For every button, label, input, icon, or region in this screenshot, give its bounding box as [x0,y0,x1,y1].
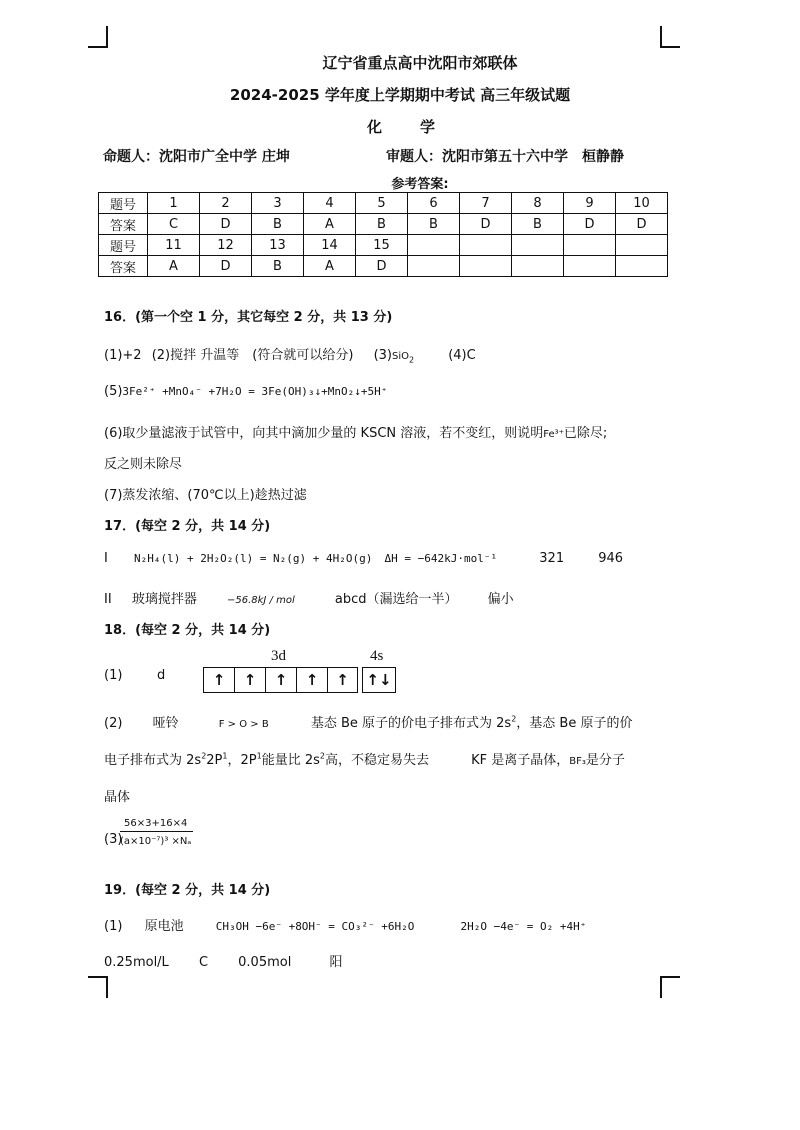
q18-bf3: BF₃ [569,756,586,767]
q18-kf: KF 是离子晶体， [471,753,570,768]
q19-a1-eq2: 2H₂O −4e⁻ = O₂ +4H⁺ [460,920,587,933]
q17-part-i [104,551,623,566]
q18-a1-label: (1) [104,668,123,683]
orbital-box: ↑ [296,667,327,693]
reviewer: 审题人：沈阳市第五十六中学 桓静静 [386,149,624,165]
orbital-4s-box: ↑↓ [362,667,396,693]
q17-part-ii [104,588,514,607]
q18-a3-fraction [120,818,193,847]
q18-l2-p2: 2P [206,753,223,768]
answer-table-cell: B [252,214,304,235]
q16-a4: (4)C [448,348,476,363]
answer-table-cell: D [200,256,252,277]
q18-l2-s4: 2 [319,751,325,761]
q17-i-value1: 321 [539,551,565,566]
subject-title: 化学 [366,118,473,136]
q17-i-equation: N₂H₄(l) + 2H₂O₂(l) = N₂(g) + 4H₂O(g) [133,552,373,565]
q17-i-value2: 946 [598,551,624,566]
q18-a2-shape: 哑铃 [152,716,179,731]
answer-table-cell [408,256,460,277]
answer-table-cell [564,256,616,277]
answer-table-cell [512,235,564,256]
answer-table-cell: D [460,214,512,235]
q18-a3-label: (3) [104,832,123,847]
q18-a2-order: F > O > B [218,719,269,730]
q18-bf3-tail: 是分子 [585,753,625,768]
q17-ii-a2: −56.8kJ / mol [226,595,295,606]
answer-table-cell: 8 [512,193,564,214]
answer-table-cell [616,235,668,256]
q16-line5 [104,384,387,399]
answer-table-cell: A [304,256,356,277]
answer-table-cell: D [616,214,668,235]
q16-line1 [104,344,476,365]
answer-table-cell: D [200,214,252,235]
q18-l2-p3: ，2P [227,753,257,768]
q16-a6-part2: 已除尽; [563,426,608,441]
q18-l2-s1: 2 [201,751,207,761]
q19-line2 [104,951,343,970]
answer-table-cell: 2 [200,193,252,214]
q19-heading: 19．(每空 2 分，共 14 分) [104,883,271,898]
q18-a2-exp-part1: 基态 Be 原子的价电子排布式为 2s [310,716,512,731]
q18-line3 [104,749,625,768]
q18-l2-s3: 1 [256,751,262,761]
q19-a1-label: (1) [104,919,123,934]
answer-table-cell: 1 [148,193,200,214]
answer-table-row-label: 题号 [99,193,148,214]
q19-a1-eq1: CH₃OH −6e⁻ +8OH⁻ = CO₃²⁻ +6H₂O [215,920,415,933]
answer-table-cell: 14 [304,235,356,256]
q18-a3-denominator: (a×10⁻⁷)³ ×Nₐ [120,836,192,847]
q17-heading: 17．(每空 2 分，共 14 分) [104,519,271,534]
q16-a3-sub: 2 [408,355,415,365]
q16-a5-prefix: (5) [104,384,123,399]
answer-table-cell [564,235,616,256]
answer-table-cell: A [148,256,200,277]
q19-line1 [104,915,586,934]
answer-table [98,192,668,277]
q18-a3-numerator: 56×3+16×4 [120,818,193,832]
orbital-box: ↑ [203,667,234,693]
q18-l2-p1: 电子排布式为 2s [104,753,202,768]
answer-table-cell: C [148,214,200,235]
orbital-box: ↑ [327,667,358,693]
exam-title: 2024-2025 学年度上学期期中考试 高三年级试题 [229,86,571,104]
q16-a3-formula: SiO [391,351,409,362]
answer-table-cell: 3 [252,193,304,214]
answer-table-cell [616,256,668,277]
q17-ii-a3: abcd（漏选给一半） [334,592,458,607]
q17-ii-label: II [104,592,112,607]
answer-table-cell: 13 [252,235,304,256]
answer-table-cell: 5 [356,193,408,214]
answer-table-cell: B [512,214,564,235]
crop-mark-top-left [88,26,108,48]
q18-l2-p5: 高，不稳定易失去 [325,753,430,768]
q16-a7: (7)蒸发浓缩、(70℃以上)趁热过滤 [104,488,307,503]
orbital-3d-boxes [203,667,358,693]
answer-table-cell: D [564,214,616,235]
answer-table-row-label: 答案 [99,214,148,235]
q19-v1: 0.25mol/L [104,955,169,970]
crop-mark-top-right [660,26,680,48]
answer-table-cell: 12 [200,235,252,256]
crop-mark-bottom-right [660,976,680,998]
q17-i-label: I [104,551,108,566]
school-title: 辽宁省重点高中沈阳市郊联体 [322,54,518,72]
reference-answer-label: 参考答案: [391,177,449,192]
q19-v4: 阳 [329,955,343,970]
q18-a2-exp-part2: ，基态 Be 原子的价 [516,716,633,731]
answer-table-cell [408,235,460,256]
answer-table-cell: B [356,214,408,235]
answer-table-cell: 7 [460,193,512,214]
orbital-box: ↑ [265,667,296,693]
answer-table-row [99,214,668,235]
q18-l2-p4: 能量比 2s [261,753,320,768]
orbital-3d-label: 3d [271,648,286,664]
authors: 命题人：沈阳市广全中学 庄坤 [103,149,290,165]
answer-table-row [99,193,668,214]
answer-table-cell [460,235,512,256]
answer-table-cell: 15 [356,235,408,256]
q16-a2: (2)搅拌 升温等 (符合就可以给分) [151,348,354,363]
answer-table-cell: 10 [616,193,668,214]
q17-i-delta-h: ΔH = −642kJ·mol⁻¹ [384,552,498,565]
q16-a5-equation: 3Fe²⁺ +MnO₄⁻ +7H₂O = 3Fe(OH)₃↓+MnO₂↓+5H⁺ [122,385,388,398]
answer-table-cell: B [408,214,460,235]
q18-a2-exp-sup1: 2 [511,714,517,724]
orbital-4s-label: 4s [370,648,384,664]
q19-v2: C [198,955,209,970]
answer-table-cell: 9 [564,193,616,214]
q17-ii-a4: 偏小 [487,592,514,607]
answer-table-cell [512,256,564,277]
orbital-box: ↑ [234,667,265,693]
answer-table-row [99,235,668,256]
q16-line6 [104,422,607,441]
q16-heading: 16．(第一个空 1 分，其它每空 2 分，共 13 分) [104,310,393,325]
q17-ii-a1: 玻璃搅拌器 [131,592,197,607]
answer-table-cell: B [252,256,304,277]
answer-table-cell: 4 [304,193,356,214]
q18-a1-value: d [157,668,166,683]
q16-a6-part1: (6)取少量滤液于试管中，向其中滴加少量的 KSCN 溶液，若不变红，则说明 [104,426,544,441]
answer-table-cell [460,256,512,277]
q18-line2 [104,712,632,731]
answer-table-cell: A [304,214,356,235]
answer-table-row-label: 答案 [99,256,148,277]
q18-heading: 18．(每空 2 分，共 14 分) [104,623,271,638]
answer-table-row-label: 题号 [99,235,148,256]
answer-table-row [99,256,668,277]
q16-a3-prefix: (3) [373,348,392,363]
q19-v3: 0.05mol [238,955,292,970]
q18-a2-label: (2) [104,716,123,731]
crop-mark-bottom-left [88,976,108,998]
q16-a6-ion: Fe³⁺ [543,429,564,440]
answer-table-cell: 11 [148,235,200,256]
q16-a1: (1)+2 [104,348,142,363]
q18-l2-s2: 1 [222,751,228,761]
q16-a6-line2: 反之则未除尽 [104,457,183,472]
answer-table-cell: 6 [408,193,460,214]
answer-table-cell: D [356,256,408,277]
q18-line4: 晶体 [104,790,131,805]
q19-a1-type: 原电池 [144,919,184,934]
